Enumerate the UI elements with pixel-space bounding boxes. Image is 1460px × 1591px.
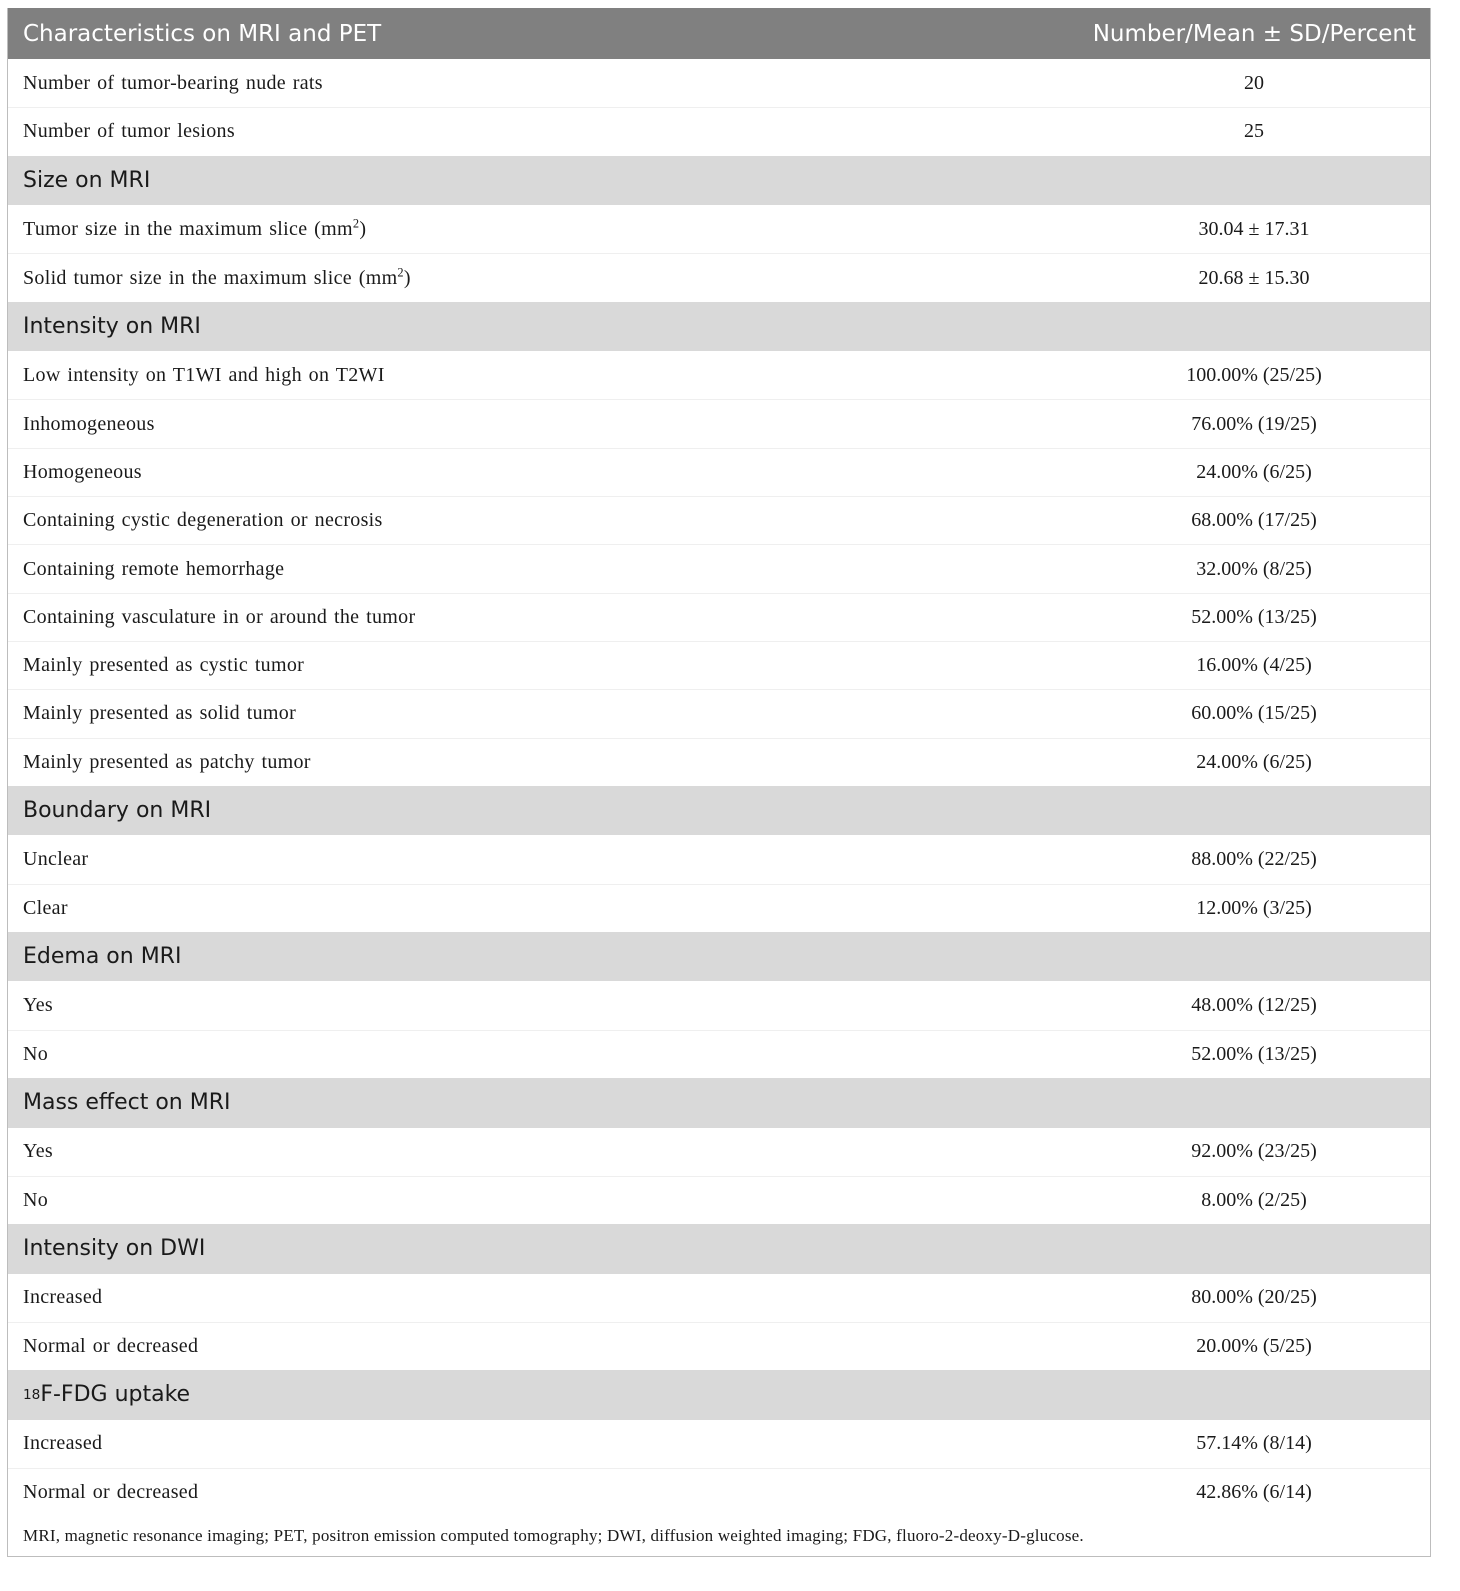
section-heading: Size on MRI: [8, 156, 1430, 206]
table-row: [8, 253, 1430, 301]
header-characteristics: Characteristics on MRI and PET: [23, 20, 382, 47]
row-value: 8.00% (2/25): [1201, 1188, 1307, 1211]
row-value: 60.00% (15/25): [1191, 702, 1317, 725]
row-label: Normal or decreased: [23, 1335, 199, 1358]
row-label: Number of tumor-bearing nude rats: [23, 71, 323, 94]
row-value: 12.00% (3/25): [1196, 896, 1312, 919]
row-value: 20: [1244, 71, 1264, 94]
row-value: 30.04 ± 17.31: [1198, 217, 1310, 240]
table-row: [8, 835, 1430, 883]
table-row: [8, 1128, 1430, 1176]
label-text: ): [403, 266, 411, 289]
row-label: Yes: [23, 994, 54, 1017]
row-value: 57.14% (8/14): [1196, 1432, 1312, 1455]
section-heading: Intensity on MRI: [8, 302, 1430, 352]
row-label: Mainly presented as cystic tumor: [23, 654, 305, 677]
label-text: Solid tumor size in the maximum slice (mm: [23, 266, 398, 289]
table-row: [8, 205, 1430, 253]
row-value: 48.00% (12/25): [1191, 994, 1317, 1017]
row-label: Unclear: [23, 848, 89, 870]
table-row: [8, 107, 1430, 155]
row-label: [8, 218, 1084, 241]
section-heading: Mass effect on MRI: [8, 1078, 1430, 1128]
row-value: 24.00% (6/25): [1196, 750, 1312, 773]
row-label: Homogeneous: [23, 460, 142, 483]
row-value: 92.00% (23/25): [1191, 1140, 1317, 1163]
table-row: [8, 1322, 1430, 1370]
row-label: Clear: [23, 896, 68, 919]
table-row: [8, 1468, 1430, 1516]
row-label: Inhomogeneous: [23, 412, 155, 435]
row-label: Containing cystic degeneration or necrosis: [23, 509, 383, 532]
row-label: [8, 264, 1084, 290]
characteristics-table: [7, 8, 1431, 1557]
table-footnote: MRI, magnetic resonance imaging; PET, positron emission computed tomography; DWI, diffusion weighted imaging; FDG, fluoro-2-deoxy-D-glucose.: [23, 1526, 1084, 1546]
row-label: No: [23, 1042, 49, 1065]
row-label: Increased: [23, 1432, 103, 1455]
row-label: Normal or decreased: [23, 1481, 199, 1504]
table-header: [8, 8, 1430, 59]
row-label: Containing remote hemorrhage: [23, 557, 285, 580]
table-row: [8, 884, 1430, 932]
table-row: [8, 689, 1430, 737]
row-label: Number of tumor lesions: [23, 120, 235, 143]
superscript: 2: [397, 264, 404, 279]
section-heading: 18 F-FDG uptake: [8, 1370, 1430, 1420]
section-heading: Edema on MRI: [8, 932, 1430, 982]
table-row: [8, 496, 1430, 544]
label-text: ): [359, 217, 367, 240]
row-label: Mainly presented as solid tumor: [23, 702, 297, 725]
header-number-mean-percent: Number/Mean ± SD/Percent: [1092, 20, 1416, 47]
table-row: [8, 738, 1430, 786]
section-heading-text: F-FDG uptake: [40, 1382, 191, 1408]
table-row: [8, 1274, 1430, 1322]
row-value: 32.00% (8/25): [1196, 557, 1312, 580]
section-heading: Boundary on MRI: [8, 786, 1430, 836]
label-text: Tumor size in the maximum slice (mm: [23, 217, 353, 240]
row-label: Low intensity on T1WI and high on T2WI: [23, 363, 385, 386]
table-row: [8, 544, 1430, 592]
row-value: 25: [1244, 120, 1264, 143]
row-label: Containing vasculature in or around the tumor: [23, 605, 416, 628]
row-value: 88.00% (22/25): [1191, 848, 1317, 870]
row-label: Mainly presented as patchy tumor: [23, 750, 311, 773]
row-value: 68.00% (17/25): [1191, 509, 1317, 532]
table-row: [8, 1420, 1430, 1468]
table-row: [8, 1176, 1430, 1224]
row-value: 16.00% (4/25): [1196, 654, 1312, 677]
row-value: 100.00% (25/25): [1186, 363, 1322, 386]
table-row: [8, 981, 1430, 1029]
table-row: [8, 351, 1430, 399]
row-value: 42.86% (6/14): [1196, 1481, 1312, 1504]
row-value: 24.00% (6/25): [1196, 460, 1312, 483]
row-value: 52.00% (13/25): [1191, 605, 1317, 628]
table-row: [8, 1030, 1430, 1078]
table-row: [8, 593, 1430, 641]
table-row: [8, 448, 1430, 496]
row-value: 20.68 ± 15.30: [1198, 266, 1310, 289]
table-row: [8, 641, 1430, 689]
section-heading: Intensity on DWI: [8, 1224, 1430, 1274]
row-value: 20.00% (5/25): [1196, 1335, 1312, 1358]
row-label: Yes: [23, 1140, 54, 1163]
table-row: [8, 399, 1430, 447]
row-label: Increased: [23, 1286, 103, 1309]
row-value: 76.00% (19/25): [1191, 412, 1317, 435]
superscript: 2: [352, 216, 360, 231]
table-row: [8, 59, 1430, 107]
row-value: 52.00% (13/25): [1191, 1042, 1317, 1065]
row-value: 80.00% (20/25): [1191, 1286, 1317, 1309]
row-label: No: [23, 1188, 49, 1211]
